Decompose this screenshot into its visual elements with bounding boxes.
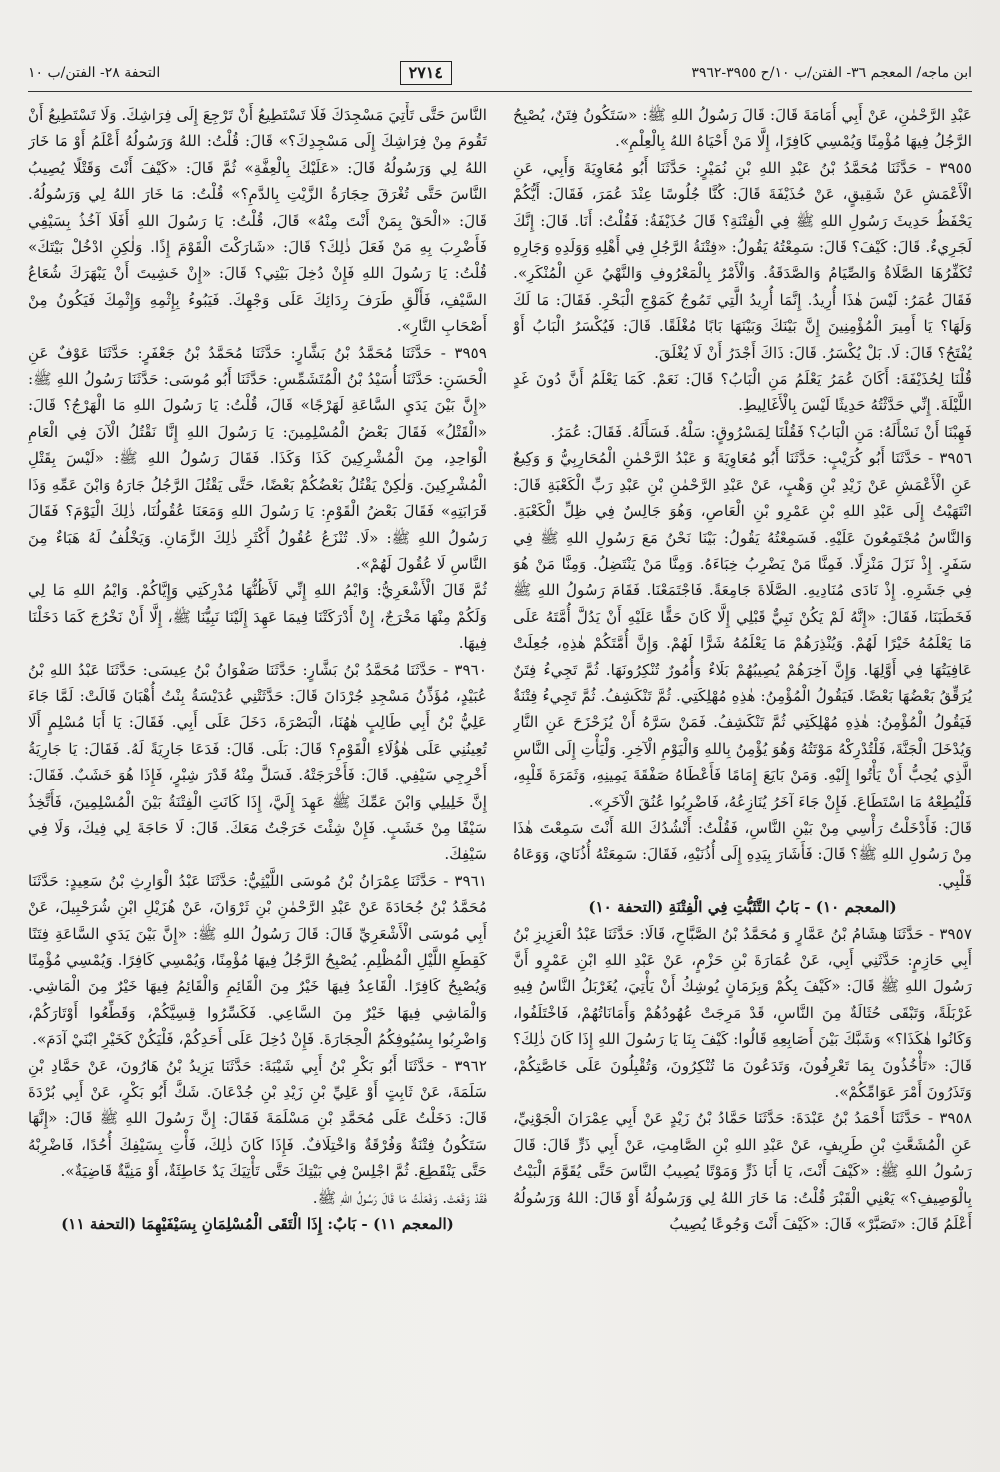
hadith-paragraph: ٣٩٦١ - حَدَّثَنَا عِمْرَانُ بْنُ مُوسَى اللَّيْثِيُّ: حَدَّثَنَا عَبْدُ الْوَارِثِ بْنُ سَعِيدٍ: حَدَّثَنَا مُحَمَّدُ بْنُ جُحَادَةَ عَنْ عَبْدِ الرَّحْمٰنِ بْنِ ثَرْوَانَ، عَنْ هُزَيْلِ ابْنِ شُرَحْبِيلَ، عَنْ أَبِي مُوسَى الْأَشْعَرِيِّ قَالَ: قَالَ رَسُولُ اللهِ ﷺ: «إِنَّ بَيْنَ يَدَيِ السَّاعَةِ فِتَنًا كَقِطَعِ اللَّيْلِ الْمُظْلِمِ. يُصْبِحُ الرَّجُلُ فِيهَا مُؤْمِنًا، وَيُمْسِي كَافِرًا. وَيُمْسِي مُؤْمِنًا وَيُصْبِحُ كَافِرًا. الْقَاعِدُ فِيهَا خَيْرٌ مِنَ الْقَائِمِ وَالْقَائِمُ فِيهَا خَيْرٌ مِنَ الْمَاشِي. وَالْمَاشِي فِيهَا خَيْرٌ مِنَ السَّاعِي. فَكَسِّرُوا قِسِيَّكُمْ، وَقَطِّعُوا أَوْتَارَكُمْ، وَاضْرِبُوا بِسُيُوفِكُمُ الْحِجَارَةَ. فَإِنْ دُخِلَ عَلَى أَحَدِكُمْ، فَلْيَكُنْ كَخَيْرِ ابْنَيْ آدَمَ». — [28, 871, 487, 1049]
text-paragraph: قَالَ: فَأَدْخَلْتُ رَأْسِي مِنْ بَيْنِ النَّاسِ، فَقُلْتُ: أَنْشُدُكَ اللهَ أَنْتَ سَمِعْتَ هٰذَا مِنْ رَسُولِ اللهِ ﷺ؟ قَالَ: فَأَشَارَ بِيَدِهِ إِلَى أُذُنَيْهِ، فَقَالَ: سَمِعَتْهُ أُذُنَايَ، وَوَعَاهُ قَلْبِي. — [513, 818, 972, 890]
chapter-heading: (المعجم ١١) - بَابٌ: إِذَا الْتَقَى الْمُسْلِمَانِ بِسَيْفَيْهِمَا (التحفة ١١) — [61, 1215, 454, 1234]
text-paragraph: النَّاسَ حَتَّى تَأْتِيَ مَسْجِدَكَ فَلَا تَسْتَطِيعُ أَنْ تَرْجِعَ إِلَى فِرَاشِكَ. وَلَا تَسْتَطِيعُ أَنْ تَقُومَ مِنْ فِرَاشِكَ إِلَى مَسْجِدِكَ؟» قَالَ: قُلْتُ: اللهُ وَرَسُولُهُ أَعْلَمُ أَوْ مَا خَارَ اللهُ لِي وَرَسُولُهُ قَالَ: «عَلَيْكَ بِالْعِفَّةِ» ثُمَّ قَالَ: «كَيْفَ أَنْتَ وَقَتْلًا يُصِيبُ النَّاسَ حَتَّى تُغْرَقَ حِجَارَةُ الزَّيْتِ بِالدَّمِ؟» قُلْتُ: مَا خَارَ اللهُ لِي وَرَسُولُهُ. قَالَ: «الْحَقْ بِمَنْ أَنْتَ مِنْهُ» قَالَ، قُلْتُ: يَا رَسُولَ اللهِ أَفَلَا آخُذُ بِسَيْفِي فَأَضْرِبَ بِهِ مَنْ فَعَلَ ذٰلِكَ؟ قَالَ: «شَارَكْتَ الْقَوْمَ إِذًا. وَلٰكِنِ ادْخُلْ بَيْتَكَ» قُلْتُ: يَا رَسُولَ اللهِ فَإِنْ دُخِلَ بَيْتِي؟ قَالَ: «إِنْ خَشِيتَ أَنْ يَبْهَرَكَ شُعَاعُ السَّيْفِ، فَأَلْقِ طَرَفَ رِدَائِكَ عَلَى وَجْهِكَ. فَيَبُوءُ بِإِثْمِهِ وَإِثْمِكَ فَيَكُونُ مِنْ أَصْحَابِ النَّارِ». — [28, 106, 487, 336]
hadith-paragraph: ٣٩٥٥ - حَدَّثَنَا مُحَمَّدُ بْنُ عَبْدِ اللهِ بْنِ نُمَيْرٍ: حَدَّثَنَا أَبُو مُعَاوِيَةَ وَأَبِي، عَنِ الْأَعْمَشِ عَنْ شَقِيقٍ، عَنْ حُذَيْفَةَ قَالَ: كُنَّا جُلُوسًا عِنْدَ عُمَرَ، فَقَالَ: أَيُّكُمْ يَحْفَظُ حَدِيثَ رَسُولِ اللهِ ﷺ فِي الْفِتْنَةِ؟ قَالَ حُذَيْفَةُ: فَقُلْتُ: أَنَا. قَالَ: إِنَّكَ لَجَرِيءٌ. قَالَ: كَيْفَ؟ قَالَ: سَمِعْتُهُ يَقُولُ: «فِتْنَةُ الرَّجُلِ فِي أَهْلِهِ وَوَلَدِهِ وَجَارِهِ تُكَفِّرُهَا الصَّلَاةُ وَالصِّيَامُ وَالصَّدَقَةُ. وَالْأَمْرُ بِالْمَعْرُوفِ وَالنَّهْيُ عَنِ الْمُنْكَرِ». فَقَالَ عُمَرُ: لَيْسَ هٰذَا أُرِيدُ. إِنَّمَا أُرِيدُ الَّتِي تَمُوجُ كَمَوْجِ الْبَحْرِ. فَقَالَ: مَا لَكَ وَلَهَا؟ يَا أَمِيرَ الْمُؤْمِنِينَ إِنَّ بَيْنَكَ وَبَيْنَهَا بَابًا مُغْلَقًا. قَالَ: فَيُكْسَرُ الْبَابُ أَوْ يُفْتَحُ؟ قَالَ: لَا. بَلْ يُكْسَرُ. قَالَ: ذَاكَ أَجْدَرُ أَنْ لَا يُغْلَقَ. — [513, 158, 972, 362]
hadith-paragraph: ٣٩٦٢ - حَدَّثَنَا أَبُو بَكْرِ بْنُ أَبِي شَيْبَةَ: حَدَّثَنَا يَزِيدُ بْنُ هَارُونَ، عَنْ حَمَّادِ بْنِ سَلَمَةَ، عَنْ ثَابِتٍ أَوْ عَلِيِّ بْنِ زَيْدِ بْنِ جُدْعَانَ. شَكَّ أَبُو بَكْرٍ، عَنْ أَبِي بُرْدَةَ قَالَ: دَخَلْتُ عَلَى مُحَمَّدِ بْنِ مَسْلَمَةَ فَقَالَ: إِنَّ رَسُولَ اللهِ ﷺ قَالَ: «إِنَّهَا سَتَكُونُ فِتْنَةٌ وَفُرْقَةٌ وَاخْتِلَافٌ. فَإِذَا كَانَ ذٰلِكَ، فَأْتِ بِسَيْفِكَ أُحُدًا، فَاضْرِبْهُ حَتَّى يَنْقَطِعَ. ثُمَّ اجْلِسْ فِي بَيْتِكَ حَتَّى تَأْتِيَكَ يَدٌ خَاطِئَةٌ، أَوْ مَنِيَّةٌ قَاضِيَةٌ». — [28, 1056, 487, 1181]
text-paragraph: عَبْدِ الرَّحْمٰنِ، عَنْ أَبِي أُمَامَةَ قَالَ: قَالَ رَسُولُ اللهِ ﷺ: «سَتَكُونُ فِتَنٌ، يُصْبِحُ الرَّجُلُ فِيهَا مُؤْمِنًا وَيُمْسِي كَافِرًا، إِلَّا مَنْ أَحْيَاهُ اللهُ بِالْعِلْمِ». — [513, 106, 972, 151]
hadith-paragraph: ٣٩٥٦ - حَدَّثَنَا أَبُو كُرَيْبٍ: حَدَّثَنَا أَبُو مُعَاوِيَةَ وَ عَبْدُ الرَّحْمٰنِ الْمُحَارِبِيُّ وَ وَكِيعٌ عَنِ الْأَعْمَشِ عَنْ زَيْدِ بْنِ وَهْبٍ، عَنْ عَبْدِ الرَّحْمٰنِ بْنِ عَبْدِ رَبِّ الْكَعْبَةِ قَالَ: انْتَهَيْتُ إِلَى عَبْدِ اللهِ بْنِ عَمْرِو بْنِ الْعَاصِ، وَهُوَ جَالِسٌ فِي ظِلِّ الْكَعْبَةِ. وَالنَّاسُ مُجْتَمِعُونَ عَلَيْهِ. فَسَمِعْتُهُ يَقُولُ: بَيْنَا نَحْنُ مَعَ رَسُولِ اللهِ ﷺ فِي سَفَرٍ. إِذْ نَزَلَ مَنْزِلًا. فَمِنَّا مَنْ يَضْرِبُ خِبَاءَهُ. وَمِنَّا مَنْ يَنْتَضِلُ. وَمِنَّا مَنْ هُوَ فِي جَشَرِهِ. إِذْ نَادَى مُنَادِيهِ. الصَّلَاةَ جَامِعَةً. فَاجْتَمَعْنَا. فَقَامَ رَسُولُ اللهِ ﷺ فَخَطَبَنَا، فَقَالَ: «إِنَّهُ لَمْ يَكُنْ نَبِيٌّ قَبْلِي إِلَّا كَانَ حَقًّا عَلَيْهِ أَنْ يَدُلَّ أُمَّتَهُ عَلَى مَا يَعْلَمُهُ خَيْرًا لَهُمْ. وَيُنْذِرَهُمْ مَا يَعْلَمُهُ شَرًّا لَهُمْ. وَإِنَّ أُمَّتَكُمْ هٰذِهِ، جُعِلَتْ عَافِيَتُهَا فِي أَوَّلِهَا. وَإِنَّ آخِرَهُمْ يُصِيبُهُمْ بَلَاءٌ وَأُمُورٌ تُنْكِرُونَهَا. ثُمَّ تَجِيءُ فِتَنٌ يُرَقِّقُ بَعْضُهَا بَعْضًا. فَيَقُولُ الْمُؤْمِنُ: هٰذِهِ مُهْلِكَتِي. ثُمَّ تَنْكَشِفُ. ثُمَّ تَجِيءُ فِتْنَةٌ فَيَقُولُ الْمُؤْمِنُ: هٰذِهِ مُهْلِكَتِي ثُمَّ تَنْكَشِفُ. فَمَنْ سَرَّهُ أَنْ يُزَحْزَحَ عَنِ النَّارِ وَيُدْخَلَ الْجَنَّةَ، فَلْتُدْرِكْهُ مَوْتَتُهُ وَهُوَ يُؤْمِنُ بِاللهِ وَالْيَوْمِ الْآخِرِ. وَلْيَأْتِ إِلَى النَّاسِ الَّذِي يُحِبُّ أَنْ يَأْتُوا إِلَيْهِ. وَمَنْ بَايَعَ إِمَامًا فَأَعْطَاهُ صَفْقَةَ يَمِينِهِ، وَثَمَرَةَ قَلْبِهِ، فَلْيُطِعْهُ مَا اسْتَطَاعَ. فَإِنْ جَاءَ آخَرُ يُنَازِعُهُ، فَاضْرِبُوا عُنُقَ الْآخَرِ». — [513, 449, 972, 811]
text-columns — [28, 102, 972, 1447]
header-left-reference: التحفة ٢٨- الفتن/ب ١٠ — [28, 65, 161, 81]
text-paragraph: فَقَدْ وَقَعَتْ. وَفَعَلْتُ مَا قَالَ رَسُولُ اللهِ ﷺ. — [312, 1188, 487, 1207]
hadith-paragraph: ٣٩٦٠ - حَدَّثَنَا مُحَمَّدُ بْنُ بَشَّارٍ: حَدَّثَنَا صَفْوَانُ بْنُ عِيسَى: حَدَّثَنَا عَبْدُ اللهِ بْنُ عُبَيْدٍ، مُؤَذِّنُ مَسْجِدِ جُرْدَانَ قَالَ: حَدَّثَتْنِي عُدَيْسَةُ بِنْتُ أُهْبَانَ قَالَتْ: لَمَّا جَاءَ عَلِيُّ بْنُ أَبِي طَالِبٍ هٰهُنَا، الْبَصْرَةَ، دَخَلَ عَلَى أَبِي. فَقَالَ: يَا أَبَا مُسْلِمٍ أَلَا تُعِينُنِي عَلَى هٰؤُلَاءِ الْقَوْمِ؟ قَالَ: بَلَى. قَالَ: فَدَعَا جَارِيَةً لَهُ. فَقَالَ: يَا جَارِيَةُ أَخْرِجِي سَيْفِي. قَالَ: فَأَخْرَجَتْهُ. فَسَلَّ مِنْهُ قَدْرَ شِبْرٍ، فَإِذَا هُوَ خَشَبٌ. فَقَالَ: إِنَّ خَلِيلِي وَابْنَ عَمِّكَ ﷺ عَهِدَ إِلَيَّ، إِذَا كَانَتِ الْفِتْنَةُ بَيْنَ الْمُسْلِمِينَ، فَأَتَّخِذُ سَيْفًا مِنْ خَشَبٍ. فَإِنْ شِئْتَ خَرَجْتُ مَعَكَ. قَالَ: لَا حَاجَةَ لِي فِيكَ، وَلَا فِي سَيْفِكَ. — [28, 660, 487, 864]
page-number: ٢٧١٤ — [400, 61, 452, 85]
left-column — [28, 102, 487, 1447]
header-right-reference: ابن ماجه/ المعجم ٣٦- الفتن/ب ١٠/ح ٣٩٥٥-٣٩٦٢ — [691, 65, 972, 81]
hadith-paragraph: ٣٩٥٨ - حَدَّثَنَا أَحْمَدُ بْنُ عَبْدَةَ: حَدَّثَنَا حَمَّادُ بْنُ زَيْدٍ عَنْ أَبِي عِمْرَانَ الْجَوْنِيِّ، عَنِ الْمُشَعَّثِ بْنِ طَرِيفٍ، عَنْ عَبْدِ اللهِ بْنِ الصَّامِتِ، عَنْ أَبِي ذَرٍّ قَالَ: قَالَ رَسُولُ اللهِ ﷺ: «كَيْفَ أَنْتَ، يَا أَبَا ذَرٍّ وَمَوْتًا يُصِيبُ النَّاسَ حَتَّى يُقَوَّمَ الْبَيْتُ بِالْوَصِيفِ؟» يَعْنِي الْقَبْرَ قُلْتُ: مَا خَارَ اللهُ لِي وَرَسُولُهُ أَوْ قَالَ: اللهُ وَرَسُولُهُ أَعْلَمُ قَالَ: «تَصَبَّرْ» قَالَ: «كَيْفَ أَنْتَ وَجُوعًا يُصِيبُ — [513, 1109, 972, 1234]
text-paragraph: قُلْنَا لِحُذَيْفَةَ: أَكَانَ عُمَرُ يَعْلَمُ مَنِ الْبَابُ؟ قَالَ: نَعَمْ. كَمَا يَعْلَمُ أَنَّ دُونَ غَدٍ اللَّيْلَةَ. إِنِّي حَدَّثْتُهُ حَدِيثًا لَيْسَ بِالْأَغَالِيطِ. — [513, 370, 972, 415]
right-column — [513, 102, 972, 1447]
chapter-heading: (المعجم ١٠) - بَابُ التَّثَبُّتِ فِي الْفِتْنَةِ (التحفة ١٠) — [588, 898, 897, 917]
text-paragraph: ثُمَّ قَالَ الْأَشْعَرِيُّ: وَايْمُ اللهِ إِنِّي لَأَظُنُّهَا مُدْرِكَتِي وَإِيَّاكُمْ. وَايْمُ اللهِ مَا لِي وَلَكُمْ مِنْهَا مَخْرَجٌ، إِنْ أَدْرَكَتْنَا فِيمَا عَهِدَ إِلَيْنَا نَبِيُّنَا ﷺ، إِلَّا أَنْ نَخْرُجَ كَمَا دَخَلْنَا فِيهَا. — [28, 581, 487, 653]
hadith-paragraph: ٣٩٥٩ - حَدَّثَنَا مُحَمَّدُ بْنُ بَشَّارٍ: حَدَّثَنَا مُحَمَّدُ بْنُ جَعْفَرٍ: حَدَّثَنَا عَوْفٌ عَنِ الْحَسَنِ: حَدَّثَنَا أُسَيْدُ بْنُ الْمُتَشَمِّسِ: حَدَّثَنَا أَبُو مُوسَى: حَدَّثَنَا رَسُولُ اللهِ ﷺ: «إِنَّ بَيْنَ يَدَيِ السَّاعَةِ لَهَرْجًا» قَالَ، قُلْتُ: يَا رَسُولَ اللهِ مَا الْهَرْجُ؟ قَالَ: «الْقَتْلُ» فَقَالَ بَعْضُ الْمُسْلِمِينَ: يَا رَسُولَ اللهِ إِنَّا نَقْتُلُ الْآنَ فِي الْعَامِ الْوَاحِدِ، مِنَ الْمُشْرِكِينَ كَذَا وَكَذَا. فَقَالَ رَسُولُ اللهِ ﷺ: «لَيْسَ بِقَتْلِ الْمُشْرِكِينَ. وَلٰكِنْ يَقْتُلُ بَعْضُكُمْ بَعْضًا، حَتَّى يَقْتُلَ الرَّجُلُ جَارَهُ وَابْنَ عَمِّهِ وَذَا قَرَابَتِهِ» فَقَالَ بَعْضُ الْقَوْمِ: يَا رَسُولَ اللهِ وَمَعَنَا عُقُولُنَا، ذٰلِكَ الْيَوْمَ؟ فَقَالَ رَسُولُ اللهِ ﷺ: «لَا. تُنْزَعُ عُقُولُ أَكْثَرِ ذٰلِكَ الزَّمَانِ. وَيَخْلُفُ لَهُ هَبَاءٌ مِنَ النَّاسِ لَا عُقُولَ لَهُمْ». — [28, 343, 487, 573]
text-paragraph: فَهِبْنَا أَنْ نَسْأَلَهُ: مَنِ الْبَابُ؟ فَقُلْنَا لِمَسْرُوقٍ: سَلْهُ. فَسَأَلَهُ. فَقَالَ: عُمَرُ. — [550, 422, 972, 441]
page-header — [28, 58, 972, 88]
header-rule — [28, 91, 972, 92]
hadith-paragraph: ٣٩٥٧ - حَدَّثَنَا هِشَامُ بْنُ عَمَّارٍ وَ مُحَمَّدُ بْنُ الصَّبَّاحِ، قَالَا: حَدَّثَنَا عَبْدُ الْعَزِيزِ بْنُ أَبِي حَازِمٍ: حَدَّثَنِي أَبِي، عَنْ عُمَارَةَ بْنِ حَزْمٍ، عَنْ عَبْدِ اللهِ ابْنِ عَمْرٍو أَنَّ رَسُولَ اللهِ ﷺ قَالَ: «كَيْفَ بِكُمْ وَبِزَمَانٍ يُوشِكُ أَنْ يَأْتِيَ، يُغَرْبَلُ النَّاسُ فِيهِ غَرْبَلَةً، وَتَبْقَى حُثَالَةٌ مِنَ النَّاسِ، قَدْ مَرِجَتْ عُهُودُهُمْ وَأَمَانَاتُهُمْ، فَاخْتَلَفُوا، وَكَانُوا هٰكَذَا؟» وَشَبَّكَ بَيْنَ أَصَابِعِهِ قَالُوا: كَيْفَ بِنَا يَا رَسُولَ اللهِ إِذَا كَانَ ذٰلِكَ؟ قَالَ: «تَأْخُذُونَ بِمَا تَعْرِفُونَ، وَتَدَعُونَ مَا تُنْكِرُونَ، وَتُقْبِلُونَ عَلَى خَاصَّتِكُمْ، وَتَذَرُونَ أَمْرَ عَوَامِّكُمْ». — [513, 924, 972, 1102]
